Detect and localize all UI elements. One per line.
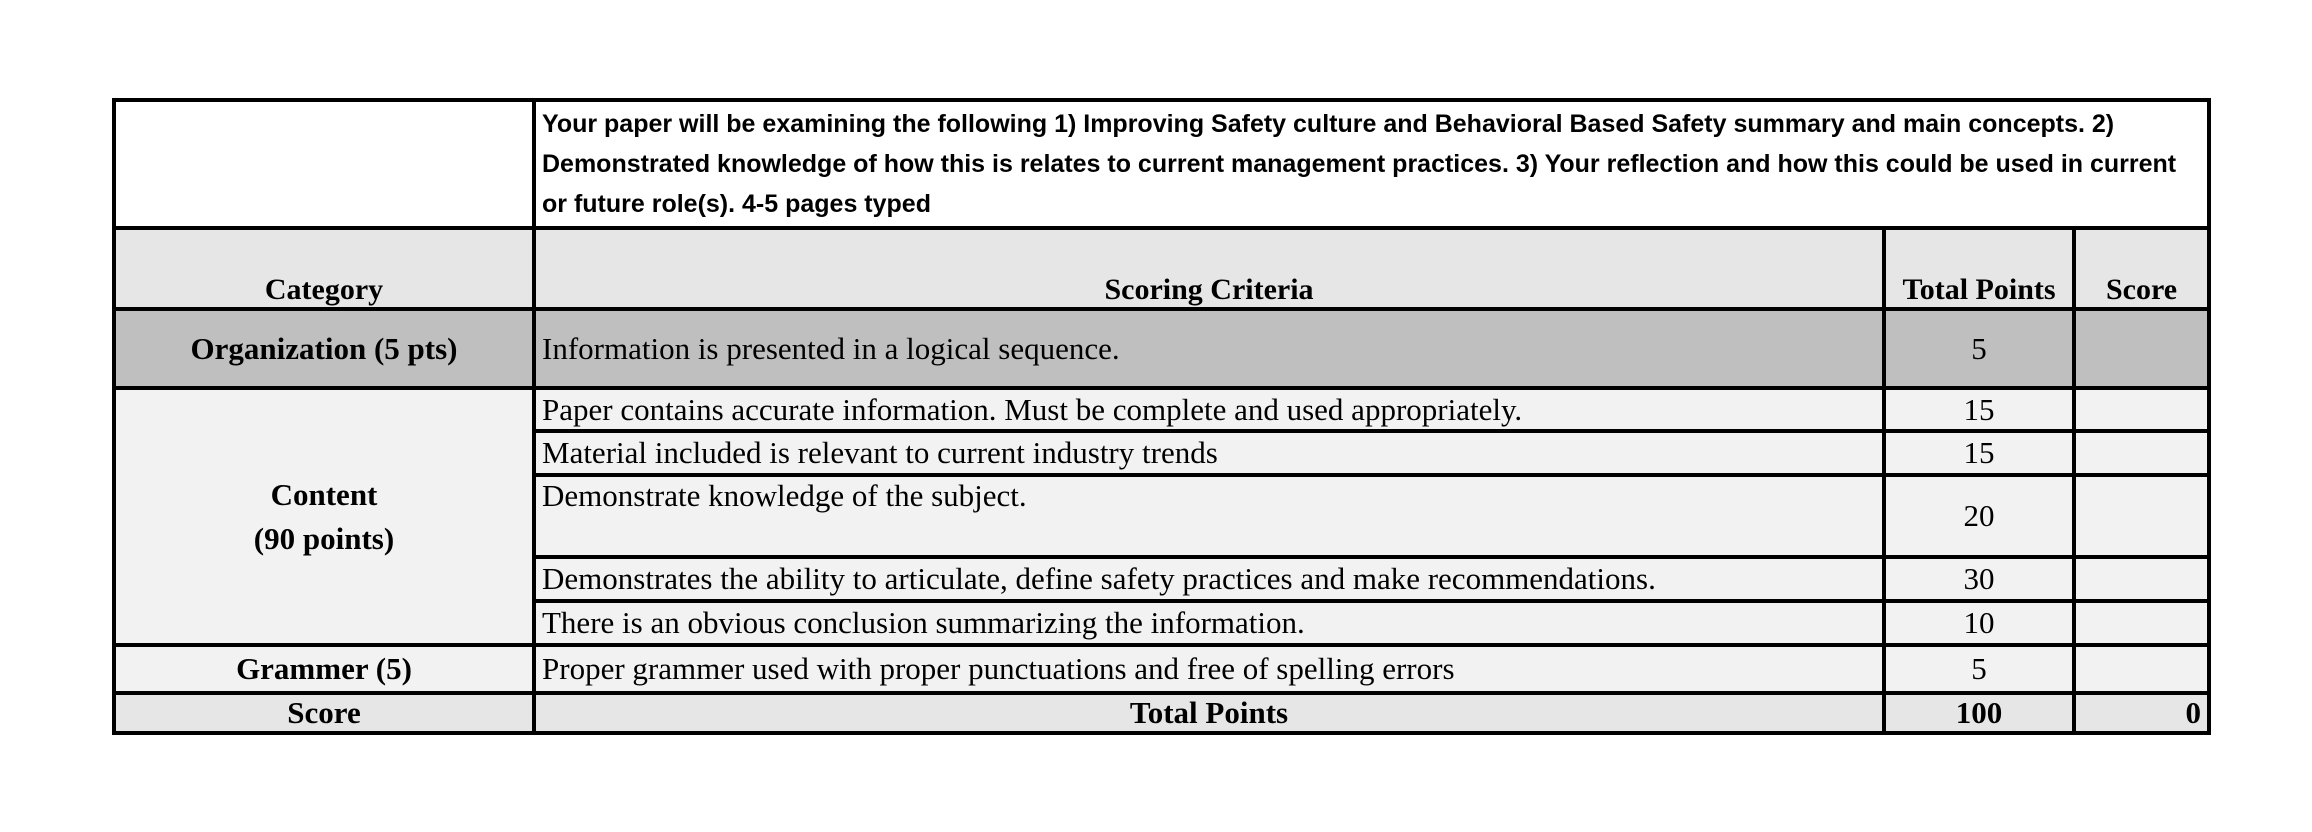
- content-category: [114, 388, 534, 645]
- total-score-value: 0: [2074, 693, 2209, 733]
- content-criteria: Demonstrates the ability to articulate, define safety practices and make recommendations.: [534, 557, 1884, 601]
- intro-row: [114, 100, 2209, 228]
- column-header-row: [114, 228, 2209, 309]
- content-criteria: Demonstrate knowledge of the subject.: [534, 475, 1884, 557]
- score-header: Score: [2074, 228, 2209, 309]
- grading-rubric-table: [112, 98, 2211, 735]
- organization-category: Organization (5 pts): [114, 309, 534, 388]
- content-score-cell[interactable]: [2074, 388, 2209, 431]
- content-points: 15: [1884, 431, 2074, 475]
- assignment-instructions: Your paper will be examining the following 1) Improving Safety culture and Behavioral Based Safety summary and main concepts. 2) Demonstrated knowledge of how this is relates to current management practices. 3) Your reflection and how this could be used in current or future role(s). 4-5 pages typed: [534, 100, 2209, 228]
- content-points: 10: [1884, 601, 2074, 645]
- total-points-header: Total Points: [1884, 228, 2074, 309]
- organization-points: 5: [1884, 309, 2074, 388]
- grammar-score-cell[interactable]: [2074, 645, 2209, 693]
- content-row: [114, 388, 2209, 431]
- total-row-label: Score: [114, 693, 534, 733]
- organization-criteria: Information is presented in a logical sequence.: [534, 309, 1884, 388]
- content-criteria: Paper contains accurate information. Must be complete and used appropriately.: [534, 388, 1884, 431]
- content-score-cell[interactable]: [2074, 557, 2209, 601]
- grammar-row: [114, 645, 2209, 693]
- content-score-cell[interactable]: [2074, 601, 2209, 645]
- category-header: Category: [114, 228, 534, 309]
- organization-score-cell[interactable]: [2074, 309, 2209, 388]
- organization-row: [114, 309, 2209, 388]
- grammar-points: 5: [1884, 645, 2074, 693]
- content-points: 20: [1884, 475, 2074, 557]
- grammar-criteria: Proper grammer used with proper punctuations and free of spelling errors: [534, 645, 1884, 693]
- scoring-criteria-header: Scoring Criteria: [534, 228, 1884, 309]
- content-category-title: Content: [270, 476, 378, 512]
- content-criteria: Material included is relevant to current industry trends: [534, 431, 1884, 475]
- total-row: [114, 693, 2209, 733]
- intro-blank-cell: [114, 100, 534, 228]
- total-points-label: Total Points: [534, 693, 1884, 733]
- content-score-cell[interactable]: [2074, 431, 2209, 475]
- content-points: 30: [1884, 557, 2074, 601]
- content-category-points: (90 points): [253, 520, 395, 556]
- grammar-category: Grammer (5): [114, 645, 534, 693]
- content-score-cell[interactable]: [2074, 475, 2209, 557]
- content-points: 15: [1884, 388, 2074, 431]
- content-criteria: There is an obvious conclusion summarizing the information.: [534, 601, 1884, 645]
- total-points-value: 100: [1884, 693, 2074, 733]
